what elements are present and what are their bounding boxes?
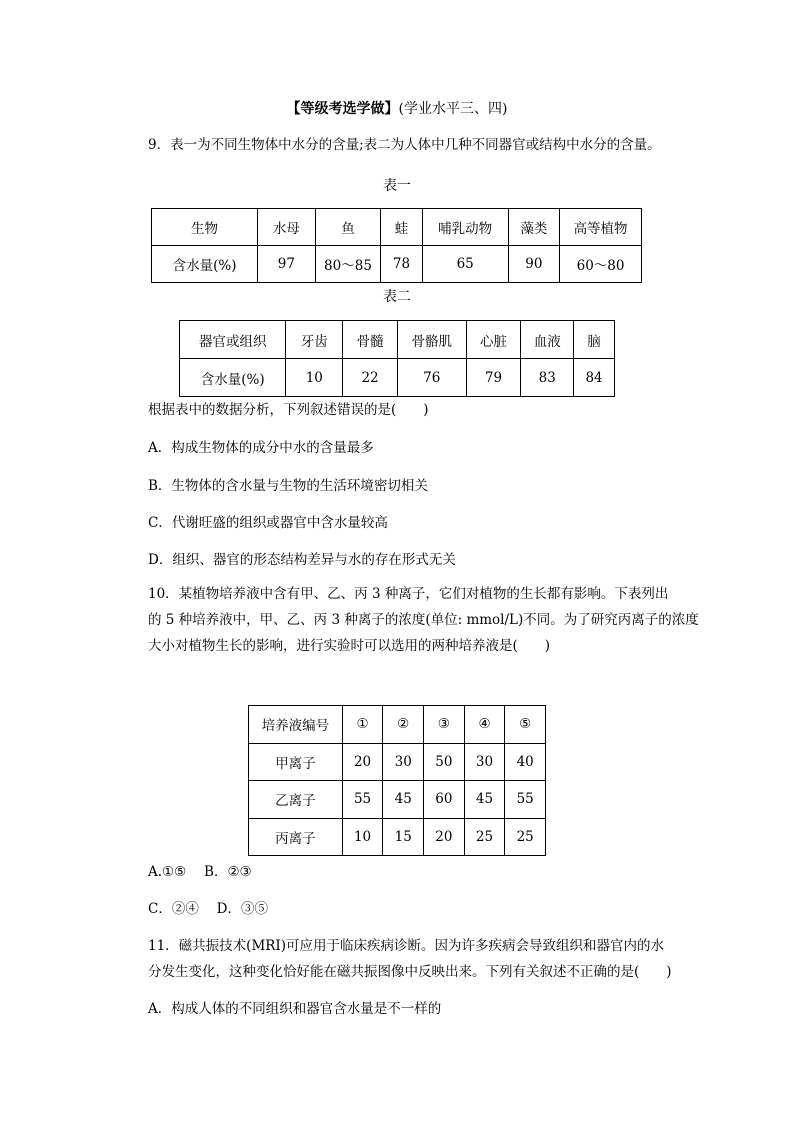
q11-option-a: A．构成人体的不同组织和器官含水量是不一样的 (148, 1001, 442, 1017)
table-cell: 心脏 (466, 321, 521, 359)
table-row (249, 743, 546, 781)
table-row (249, 781, 546, 819)
q9-option-b: B．生物体的含水量与生物的生活环境密切相关 (148, 478, 428, 494)
table-cell: ① (342, 706, 383, 744)
table-cell: 40 (505, 743, 546, 781)
table-row (249, 706, 546, 744)
table-cell: 20 (424, 818, 465, 856)
table-cell: 血液 (521, 321, 574, 359)
q11-stem-line2: 分发生变化，这种变化恰好能在磁共振图像中反映出来。下列有关叙述不正确的是( ) (148, 964, 672, 980)
table-cell: 90 (508, 246, 560, 283)
q9-table1 (151, 208, 642, 283)
table-cell: 含水量(%) (152, 246, 258, 283)
table-cell: 含水量(%) (180, 359, 286, 397)
table-cell: 60 (424, 781, 465, 819)
table-cell: 器官或组织 (180, 321, 286, 359)
table-cell: 25 (464, 818, 505, 856)
q9-option-a: A．构成生物体的成分中水的含量最多 (148, 440, 374, 456)
table-cell: 鱼 (315, 209, 381, 246)
table-cell: 10 (286, 359, 343, 397)
table-cell: 60～80 (560, 246, 642, 283)
q10-options-line1: A.①⑤ B．②③ (148, 864, 252, 880)
section-bracket-title: 【等级考选学做】 (286, 101, 399, 117)
q10-stem-line2: 的 5 种培养液中，甲、乙、丙 3 种离子的浓度(单位: mmol/L)不同。为了研究丙离子的浓度 (148, 612, 699, 628)
q9-table1-caption: 表一 (383, 178, 411, 194)
table-cell: 83 (521, 359, 574, 397)
table-cell: 牙齿 (286, 321, 343, 359)
table-cell: 45 (464, 781, 505, 819)
table-cell: 生物 (152, 209, 258, 246)
table-cell: 乙离子 (249, 781, 343, 819)
table-cell: 80～85 (315, 246, 381, 283)
q10-table (248, 705, 546, 856)
table-cell: 55 (342, 781, 383, 819)
table-cell: 50 (424, 743, 465, 781)
table-cell: 高等植物 (560, 209, 642, 246)
table-cell: 65 (422, 246, 508, 283)
table-cell: 78 (381, 246, 422, 283)
table-cell: 20 (342, 743, 383, 781)
section-title (0, 98, 794, 118)
table-cell: 水母 (258, 209, 316, 246)
table-row (249, 818, 546, 856)
q11-stem-line1: 11．磁共振技术(MRI)可应用于临床疾病诊断。因为许多疾病会导致组织和器官内的水 (148, 938, 665, 954)
q10-stem-line3: 大小对植物生长的影响，进行实验时可以选用的两种培养液是( ) (148, 638, 551, 654)
table-cell: 79 (466, 359, 521, 397)
table-cell: 22 (343, 359, 398, 397)
table-cell: 蛙 (381, 209, 422, 246)
q9-option-d: D．组织、器官的形态结构差异与水的存在形式无关 (148, 552, 456, 568)
section-subtitle: (学业水平三、四) (398, 101, 508, 117)
table-cell: 骨髓 (343, 321, 398, 359)
table-cell: 丙离子 (249, 818, 343, 856)
table-row (180, 321, 615, 359)
table-cell: 30 (383, 743, 424, 781)
table-cell: 30 (464, 743, 505, 781)
table-cell: 15 (383, 818, 424, 856)
table-cell: ⑤ (505, 706, 546, 744)
table-row (180, 359, 615, 397)
table-cell: 培养液编号 (249, 706, 343, 744)
q9-stem: 9．表一为不同生物体中水分的含量;表二为人体中几种不同器官或结构中水分的含量。 (148, 137, 661, 153)
q10-stem-line1: 10．某植物培养液中含有甲、乙、丙 3 种离子，它们对植物的生长都有影响。下表列出 (148, 586, 669, 602)
table-cell: 甲离子 (249, 743, 343, 781)
table-cell: ④ (464, 706, 505, 744)
table-cell: 25 (505, 818, 546, 856)
table-cell: 84 (574, 359, 615, 397)
table-cell: 76 (397, 359, 466, 397)
table-cell: 藻类 (508, 209, 560, 246)
table-row (152, 246, 642, 283)
table-cell: ② (383, 706, 424, 744)
q9-table2-caption: 表二 (383, 289, 411, 305)
table-cell: 骨骼肌 (397, 321, 466, 359)
table-cell: 55 (505, 781, 546, 819)
table-cell: 97 (258, 246, 316, 283)
table-cell: 10 (342, 818, 383, 856)
table-cell: 脑 (574, 321, 615, 359)
table-cell: ③ (424, 706, 465, 744)
table-cell: 45 (383, 781, 424, 819)
table-row (152, 209, 642, 246)
q10-options-line2: C．②④ D．③⑤ (148, 901, 268, 917)
q9-question: 根据表中的数据分析，下列叙述错误的是( ) (148, 402, 429, 418)
table-cell: 哺乳动物 (422, 209, 508, 246)
q9-option-c: C．代谢旺盛的组织或器官中含水量较高 (148, 515, 388, 531)
q9-table2 (179, 320, 615, 397)
